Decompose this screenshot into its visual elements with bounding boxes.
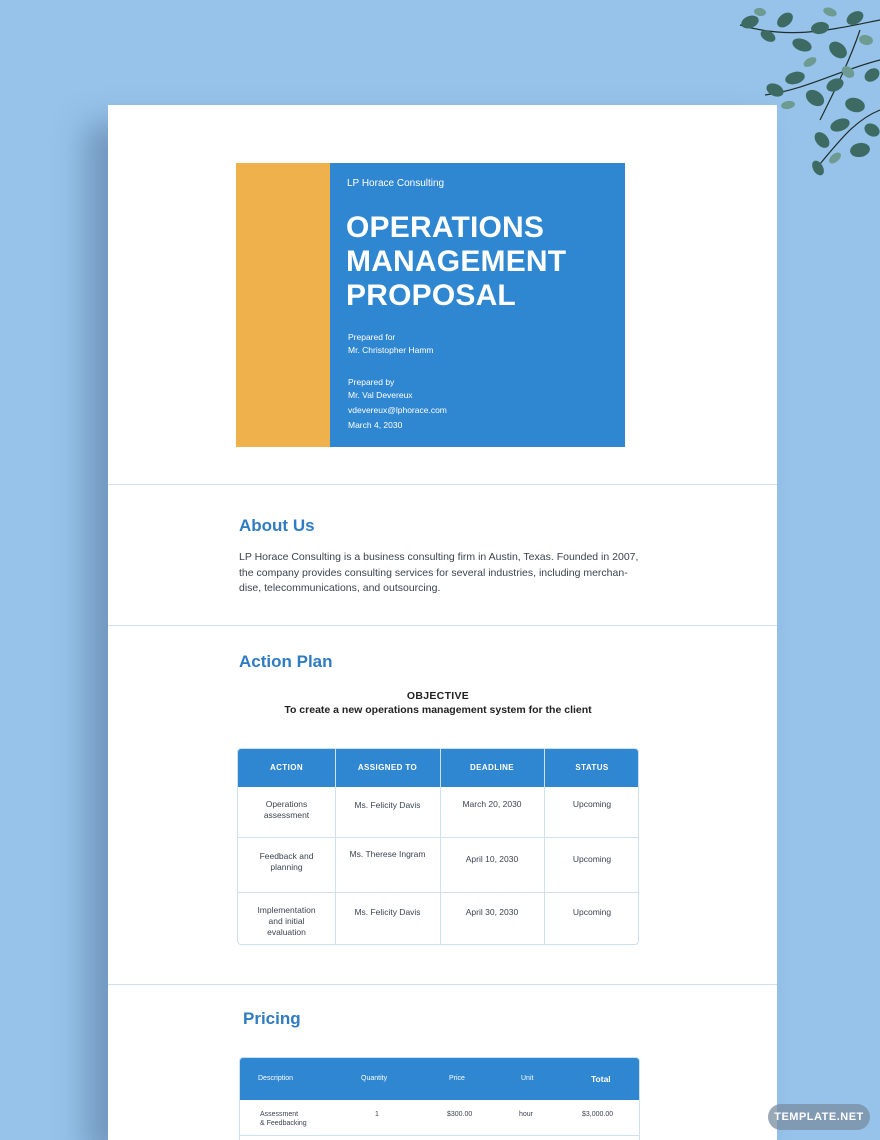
about-line: LP Horace Consulting is a business consulting firm in Austin, Texas. Founded in 2007, [239,551,639,563]
table-cell-deadline: April 30, 2030 [465,907,519,917]
cover-date: March 4, 2030 [348,420,403,430]
pricing-cell-description [260,1110,307,1128]
prepared-for-name: Mr. Christopher Hamm [348,345,434,355]
cover-title-line: PROPOSAL [346,279,516,312]
pricing-cell-quantity: 1 [375,1111,379,1118]
table-cell-status: Upcoming [572,799,612,809]
cell-line: and initial [268,916,305,926]
pricing-header-total: Total [591,1074,611,1084]
table-cell-action [238,905,335,938]
cell-line: Operations [265,799,308,809]
cell-line: planning [270,862,303,872]
pricing-header-unit: Unit [521,1075,534,1082]
table-cell-action [238,799,335,821]
column-header-status: STATUS [575,763,609,772]
action-plan-table [237,748,639,945]
objective-label: OBJECTIVE [406,690,470,702]
watermark-badge: TEMPLATE.NET [768,1104,870,1130]
pricing-cell-total: $3,000.00 [582,1111,614,1118]
cell-line: & Feedbacking [260,1120,307,1127]
objective-text: To create a new operations management system for the client [284,704,592,716]
prepared-by-email: vdevereux@lphorace.com [348,405,447,415]
prepared-by-name: Mr. Val Devereux [348,390,413,400]
pricing-header-quantity: Quantity [361,1075,388,1082]
table-header-row [238,749,638,787]
section-divider [108,625,777,626]
column-header-deadline: DEADLINE [469,763,515,772]
cover-title-line: OPERATIONS [346,211,545,244]
pricing-heading: Pricing [243,1009,301,1028]
column-header-action: ACTION [269,763,304,772]
cell-line: Feedback and [259,851,314,861]
cover-title-line: MANAGEMENT [346,245,567,278]
table-row-divider [238,837,638,838]
cell-line: Implementation [257,905,316,915]
about-body [239,550,639,597]
table-cell-assigned-to: Ms. Therese Ingram [349,849,426,859]
about-heading: About Us [239,516,315,535]
cover-title [346,211,566,313]
cover-block [330,163,625,447]
section-divider [108,984,777,985]
cover-accent-bar [236,163,330,447]
cell-line: evaluation [267,927,306,937]
pricing-cell-unit: hour [519,1111,534,1118]
section-divider [108,484,777,485]
pricing-row-divider [240,1135,639,1136]
action-plan-heading: Action Plan [239,652,333,671]
pricing-header-description: Description [258,1075,294,1082]
table-cell-status: Upcoming [572,854,612,864]
table-cell-action [238,851,335,873]
about-line: the company provides consulting services for several industries, including merchan- [239,566,628,579]
table-cell-assigned-to: Ms. Felicity Davis [354,800,421,810]
table-cell-deadline: April 10, 2030 [465,854,519,864]
about-line: dise, telecommunications, and outsourcing. [239,582,441,594]
cover-company: LP Horace Consulting [347,178,445,189]
pricing-header-row [240,1058,639,1100]
table-cell-status: Upcoming [572,907,612,917]
table-cell-deadline: March 20, 2030 [462,799,522,809]
prepared-for-label: Prepared for [348,332,396,342]
pricing-table [239,1057,640,1140]
pricing-header-price: Price [449,1075,465,1082]
column-header-assigned-to: ASSIGNED TO [357,763,418,772]
table-cell-assigned-to: Ms. Felicity Davis [354,907,421,917]
table-row-divider [238,892,638,893]
cell-line: assessment [263,810,310,820]
proposal-page [108,105,777,1140]
prepared-by-label: Prepared by [348,377,395,387]
pricing-cell-price: $300.00 [447,1111,473,1118]
plant-decoration [590,0,880,200]
cell-line: Assessment [260,1111,299,1118]
